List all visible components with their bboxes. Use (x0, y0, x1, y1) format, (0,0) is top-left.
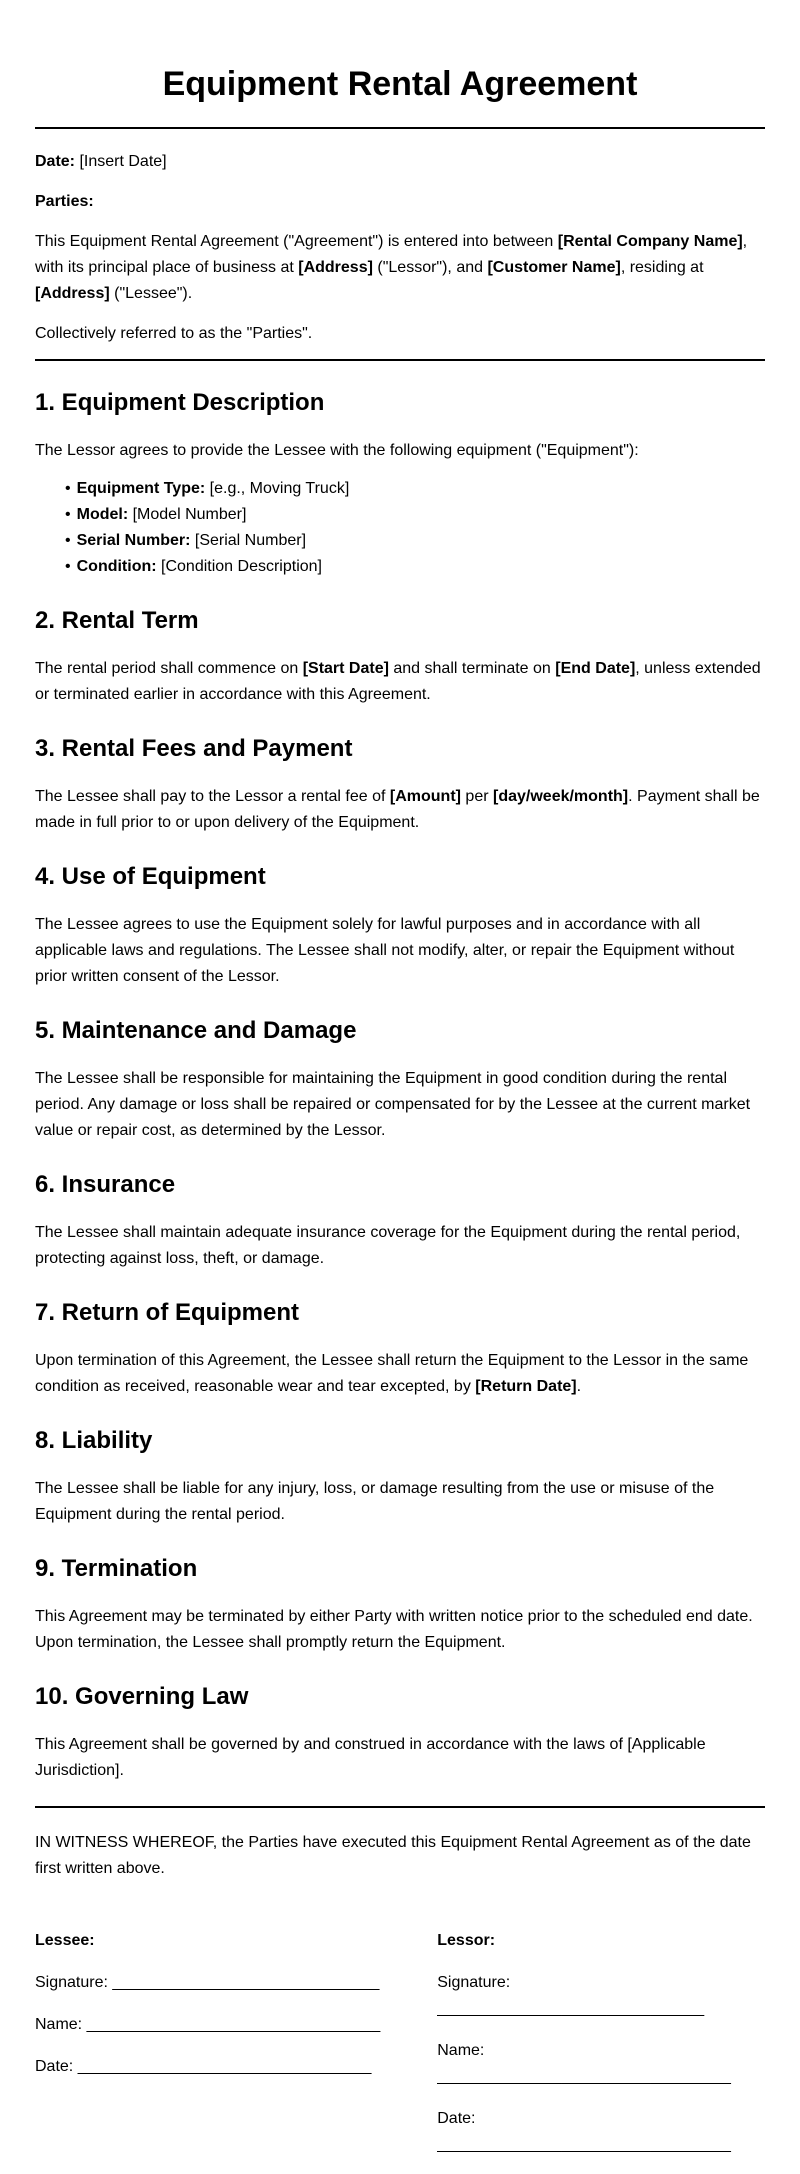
return-date-placeholder: [Return Date] (475, 1378, 577, 1395)
section-heading: 7. Return of Equipment (35, 1299, 299, 1326)
lessee-label (35, 1928, 437, 1954)
section-rental-term (35, 606, 765, 708)
lessor-label (437, 1928, 765, 1954)
section-heading: 6. Insurance (35, 1171, 176, 1198)
section-body (35, 656, 765, 708)
section-heading: 3. Rental Fees and Payment (35, 735, 353, 762)
section-body: This Agreement shall be governed by and construed in accordance with the laws of [Applicable Jurisdiction]. (35, 1736, 706, 1779)
parties-label-text: Parties: (35, 193, 94, 210)
section-equipment-description (35, 388, 765, 580)
period-placeholder: [day/week/month] (493, 788, 629, 805)
lessee-signature-line: Signature: ______________________________ (35, 1974, 380, 1991)
footer-divider (35, 1806, 765, 1808)
lessee-signature-block (35, 1928, 437, 2174)
amount-placeholder: [Amount] (389, 788, 461, 805)
parties-text-3: ("Lessor"), and (372, 259, 488, 276)
section-liability (35, 1426, 765, 1528)
parties-text-2: , with its principal place of business at (35, 233, 748, 276)
section-body (35, 784, 765, 836)
item-label: Equipment Type: (76, 480, 206, 497)
body-text: The rental period shall commence on (35, 660, 303, 677)
item-value: [Model Number] (128, 506, 247, 523)
bullet-icon: • (65, 558, 71, 575)
lessee-date-line: Date: _________________________________ (35, 2058, 372, 2075)
section-body: This Agreement may be terminated by either Party with written notice prior to the scheduled end date. Upon termination, the Lessee shall promptly return the Equipment. (35, 1608, 753, 1651)
section-body (35, 1348, 765, 1400)
section-use-of-equipment (35, 862, 765, 990)
item-value: [Serial Number] (190, 532, 307, 549)
section-body: The Lessee agrees to use the Equipment solely for lawful purposes and in accordance with all applicable laws and regulations. The Lessee shall not modify, alter, or repair the Equipment without prior written consent of the Lessor. (35, 916, 735, 985)
parties-label (35, 189, 765, 215)
body-text: . (576, 1378, 582, 1395)
lessor-signature-line: Signature: ______________________________ (437, 1974, 705, 2017)
date-line (35, 149, 765, 175)
section-governing-law (35, 1682, 765, 1784)
start-date-placeholder: [Start Date] (302, 660, 389, 677)
parties-paragraph (35, 229, 765, 307)
collective-note: Collectively referred to as the "Parties". (35, 325, 313, 342)
item-label: Serial Number: (76, 532, 191, 549)
body-text: and shall terminate on (388, 660, 556, 677)
section-body: The Lessee shall be responsible for maintaining the Equipment in good condition during the rental period. Any damage or loss shall be repaired or compensated for by the Lessee at the current market value or repair cost, as determined by the Lessor. (35, 1070, 751, 1139)
bullet-icon: • (65, 506, 71, 523)
section-heading: 1. Equipment Description (35, 389, 325, 416)
section-heading: 10. Governing Law (35, 1683, 249, 1710)
section-maintenance (35, 1016, 765, 1144)
section-insurance (35, 1170, 765, 1272)
lessee-label-text: Lessee: (35, 1932, 95, 1949)
lessor-signature-block (437, 1928, 765, 2174)
item-value: [Condition Description] (156, 558, 322, 575)
section-return (35, 1298, 765, 1400)
lessor-address-placeholder: [Address] (298, 259, 373, 276)
date-label: Date: (35, 153, 76, 170)
document-title: Equipment Rental Agreement (162, 65, 638, 103)
lessor-name-line: Name: _________________________________ (437, 2042, 731, 2085)
header-divider (35, 359, 765, 361)
body-text: . Payment shall be made in full prior to or upon delivery of the Equipment. (35, 788, 760, 831)
list-item (65, 554, 765, 580)
body-text: , unless extended or terminated earlier in accordance with this Agreement. (35, 660, 761, 703)
signature-area (35, 1928, 765, 2174)
section-termination (35, 1554, 765, 1656)
parties-text-5: ("Lessee"). (109, 285, 193, 302)
lessor-date-line: Date: _________________________________ (437, 2110, 731, 2153)
section-body: The Lessee shall be liable for any injury, loss, or damage resulting from the use or misuse of the Equipment during the rental period. (35, 1480, 715, 1523)
body-text: The Lessee shall pay to the Lessor a rental fee of (35, 788, 390, 805)
lessor-label-text: Lessor: (437, 1932, 496, 1949)
witness-statement: IN WITNESS WHEREOF, the Parties have executed this Equipment Rental Agreement as of the date first written above. (35, 1834, 751, 1877)
equipment-list (35, 476, 765, 580)
section-heading: 5. Maintenance and Damage (35, 1017, 357, 1044)
parties-text-1: This Equipment Rental Agreement ("Agreement") is entered into between (35, 233, 558, 250)
section-heading: 8. Liability (35, 1427, 153, 1454)
section-body: The Lessee shall maintain adequate insurance coverage for the Equipment during the rental period, protecting against loss, theft, or damage. (35, 1224, 741, 1267)
rental-company-placeholder: [Rental Company Name] (557, 233, 743, 250)
bullet-icon: • (65, 480, 71, 497)
item-value: [e.g., Moving Truck] (205, 480, 350, 497)
end-date-placeholder: [End Date] (555, 660, 636, 677)
item-label: Model: (76, 506, 129, 523)
customer-name-placeholder: [Customer Name] (487, 259, 621, 276)
body-text: Upon termination of this Agreement, the Lessee shall return the Equipment to the Lessor in the same condition as received, reasonable wear and tear excepted, by (35, 1352, 749, 1395)
item-label: Condition: (76, 558, 157, 575)
lessee-address-placeholder: [Address] (35, 285, 110, 302)
bullet-icon: • (65, 532, 71, 549)
section-heading: 9. Termination (35, 1555, 198, 1582)
section-rental-fees (35, 734, 765, 836)
lessee-name-line: Name: _________________________________ (35, 2016, 381, 2033)
body-text: per (460, 788, 493, 805)
section-body: The Lessor agrees to provide the Lessee with the following equipment ("Equipment"): (35, 442, 639, 459)
list-item (65, 476, 765, 502)
list-item (65, 502, 765, 528)
section-heading: 2. Rental Term (35, 607, 199, 634)
title-divider (35, 127, 765, 129)
list-item (65, 528, 765, 554)
section-heading: 4. Use of Equipment (35, 863, 266, 890)
parties-text-4: , residing at (620, 259, 704, 276)
date-value: [Insert Date] (75, 153, 167, 170)
